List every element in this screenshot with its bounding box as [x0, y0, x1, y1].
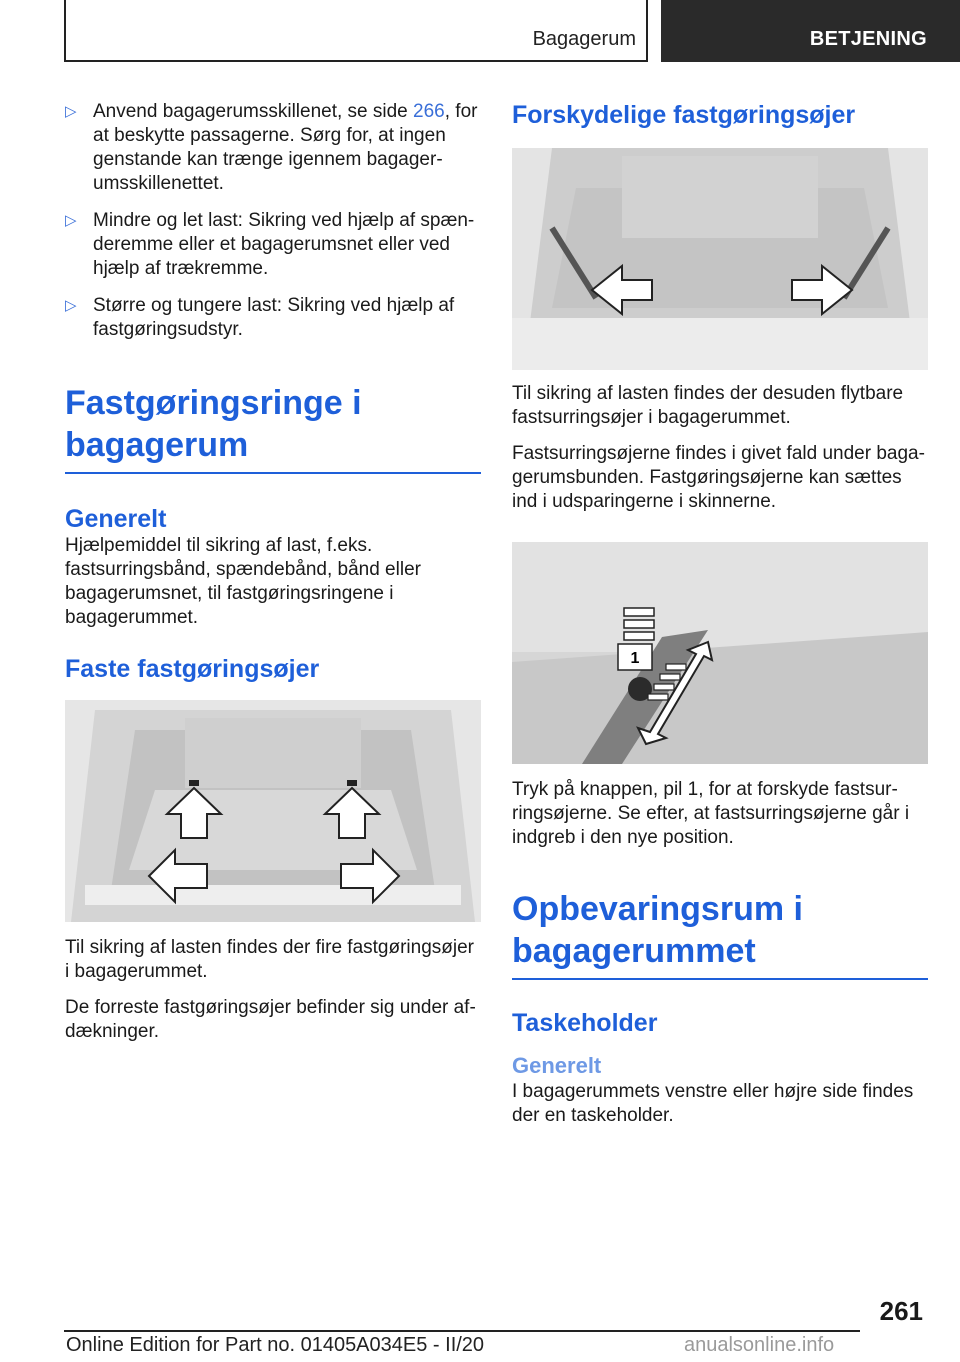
bullet-text: Større og tungere last: Sikring ved hjælp af fastgøringsudstyr.	[93, 295, 455, 340]
watermark: anualsonline.info	[684, 1334, 835, 1356]
edition-text: Online Edition for Part no. 01405A034E5 - II/20	[66, 1334, 485, 1356]
triangle-right-icon: ▷	[65, 103, 77, 120]
section-title: Taskeholder	[512, 1009, 658, 1037]
page-link[interactable]: 266	[413, 101, 445, 122]
body-text: Til sikring af lasten findes der fire fastgøringsøjer i bagagerummet.	[65, 937, 475, 982]
subsection-title: Generelt	[512, 1053, 602, 1078]
body-text: Hjælpemiddel til sikring af last, f.eks. fastsurringsbånd, spændebånd, bånd eller bagagerumsnet, til fastgøringsringene i bagagerummet.	[65, 535, 421, 628]
section-title: Forskydelige fastgøringsøjer	[512, 101, 856, 129]
bullet-item	[65, 209, 481, 281]
body-text: De forreste fastgøringsøjer befinder sig under afdækninger.	[65, 997, 476, 1042]
trunk-fixed-eyelets-photo	[65, 700, 481, 922]
footer-divider	[64, 1330, 860, 1332]
right-column	[512, 100, 928, 1140]
chapter-title: Opbevaringsrum i bagagerummet	[512, 888, 928, 980]
trunk-sliding-eyelets-photo	[512, 148, 928, 370]
bullet-text: Mindre og let last: Sikring ved hjælp af spænderemme eller et bagagerumsnet eller ved hjælp af trækremme.	[93, 210, 475, 279]
sliding-eyelet-rail-photo	[512, 542, 928, 764]
bullet-text: Anvend bagagerumsskillenet, se side	[93, 101, 414, 122]
page-number: 261	[879, 1296, 923, 1326]
chapter-title: Fastgøringsringe i bagagerum	[65, 382, 481, 474]
callout-label: 1	[630, 650, 640, 667]
body-text: I bagagerummets venstre eller højre side findes der en taskeholder.	[512, 1081, 914, 1126]
section-title: Generelt	[65, 505, 167, 533]
triangle-right-icon: ▷	[65, 212, 77, 229]
bullet-item	[65, 100, 481, 196]
triangle-right-icon: ▷	[65, 297, 77, 314]
header-section-title: Bagagerum	[532, 28, 636, 50]
bullet-item	[65, 294, 481, 342]
left-column	[65, 100, 481, 1056]
bullet-text-suffix: , for at beskytte passagerne. Sørg for, at ingen genstande kan trænge igennem bagagerumsskillenettet.	[93, 101, 478, 194]
body-text: Til sikring af lasten findes der desuden flytbare fastsurringsøjer i bagagerummet.	[512, 383, 904, 428]
body-text: Tryk på knappen, pil 1, for at forskyde fastsurringsøjerne. Se efter, at fastsurringsøjerne går i indgreb i den nye position.	[512, 779, 910, 848]
section-title: Faste fastgøringsøjer	[65, 655, 320, 683]
chapter-tab[interactable]: BETJENING	[661, 0, 960, 62]
body-text: Fastsurringsøjerne findes i givet fald under bagagerumsbunden. Fastgøringsøjerne kan sættes ind i udsparingerne i skinnerne.	[512, 443, 925, 512]
